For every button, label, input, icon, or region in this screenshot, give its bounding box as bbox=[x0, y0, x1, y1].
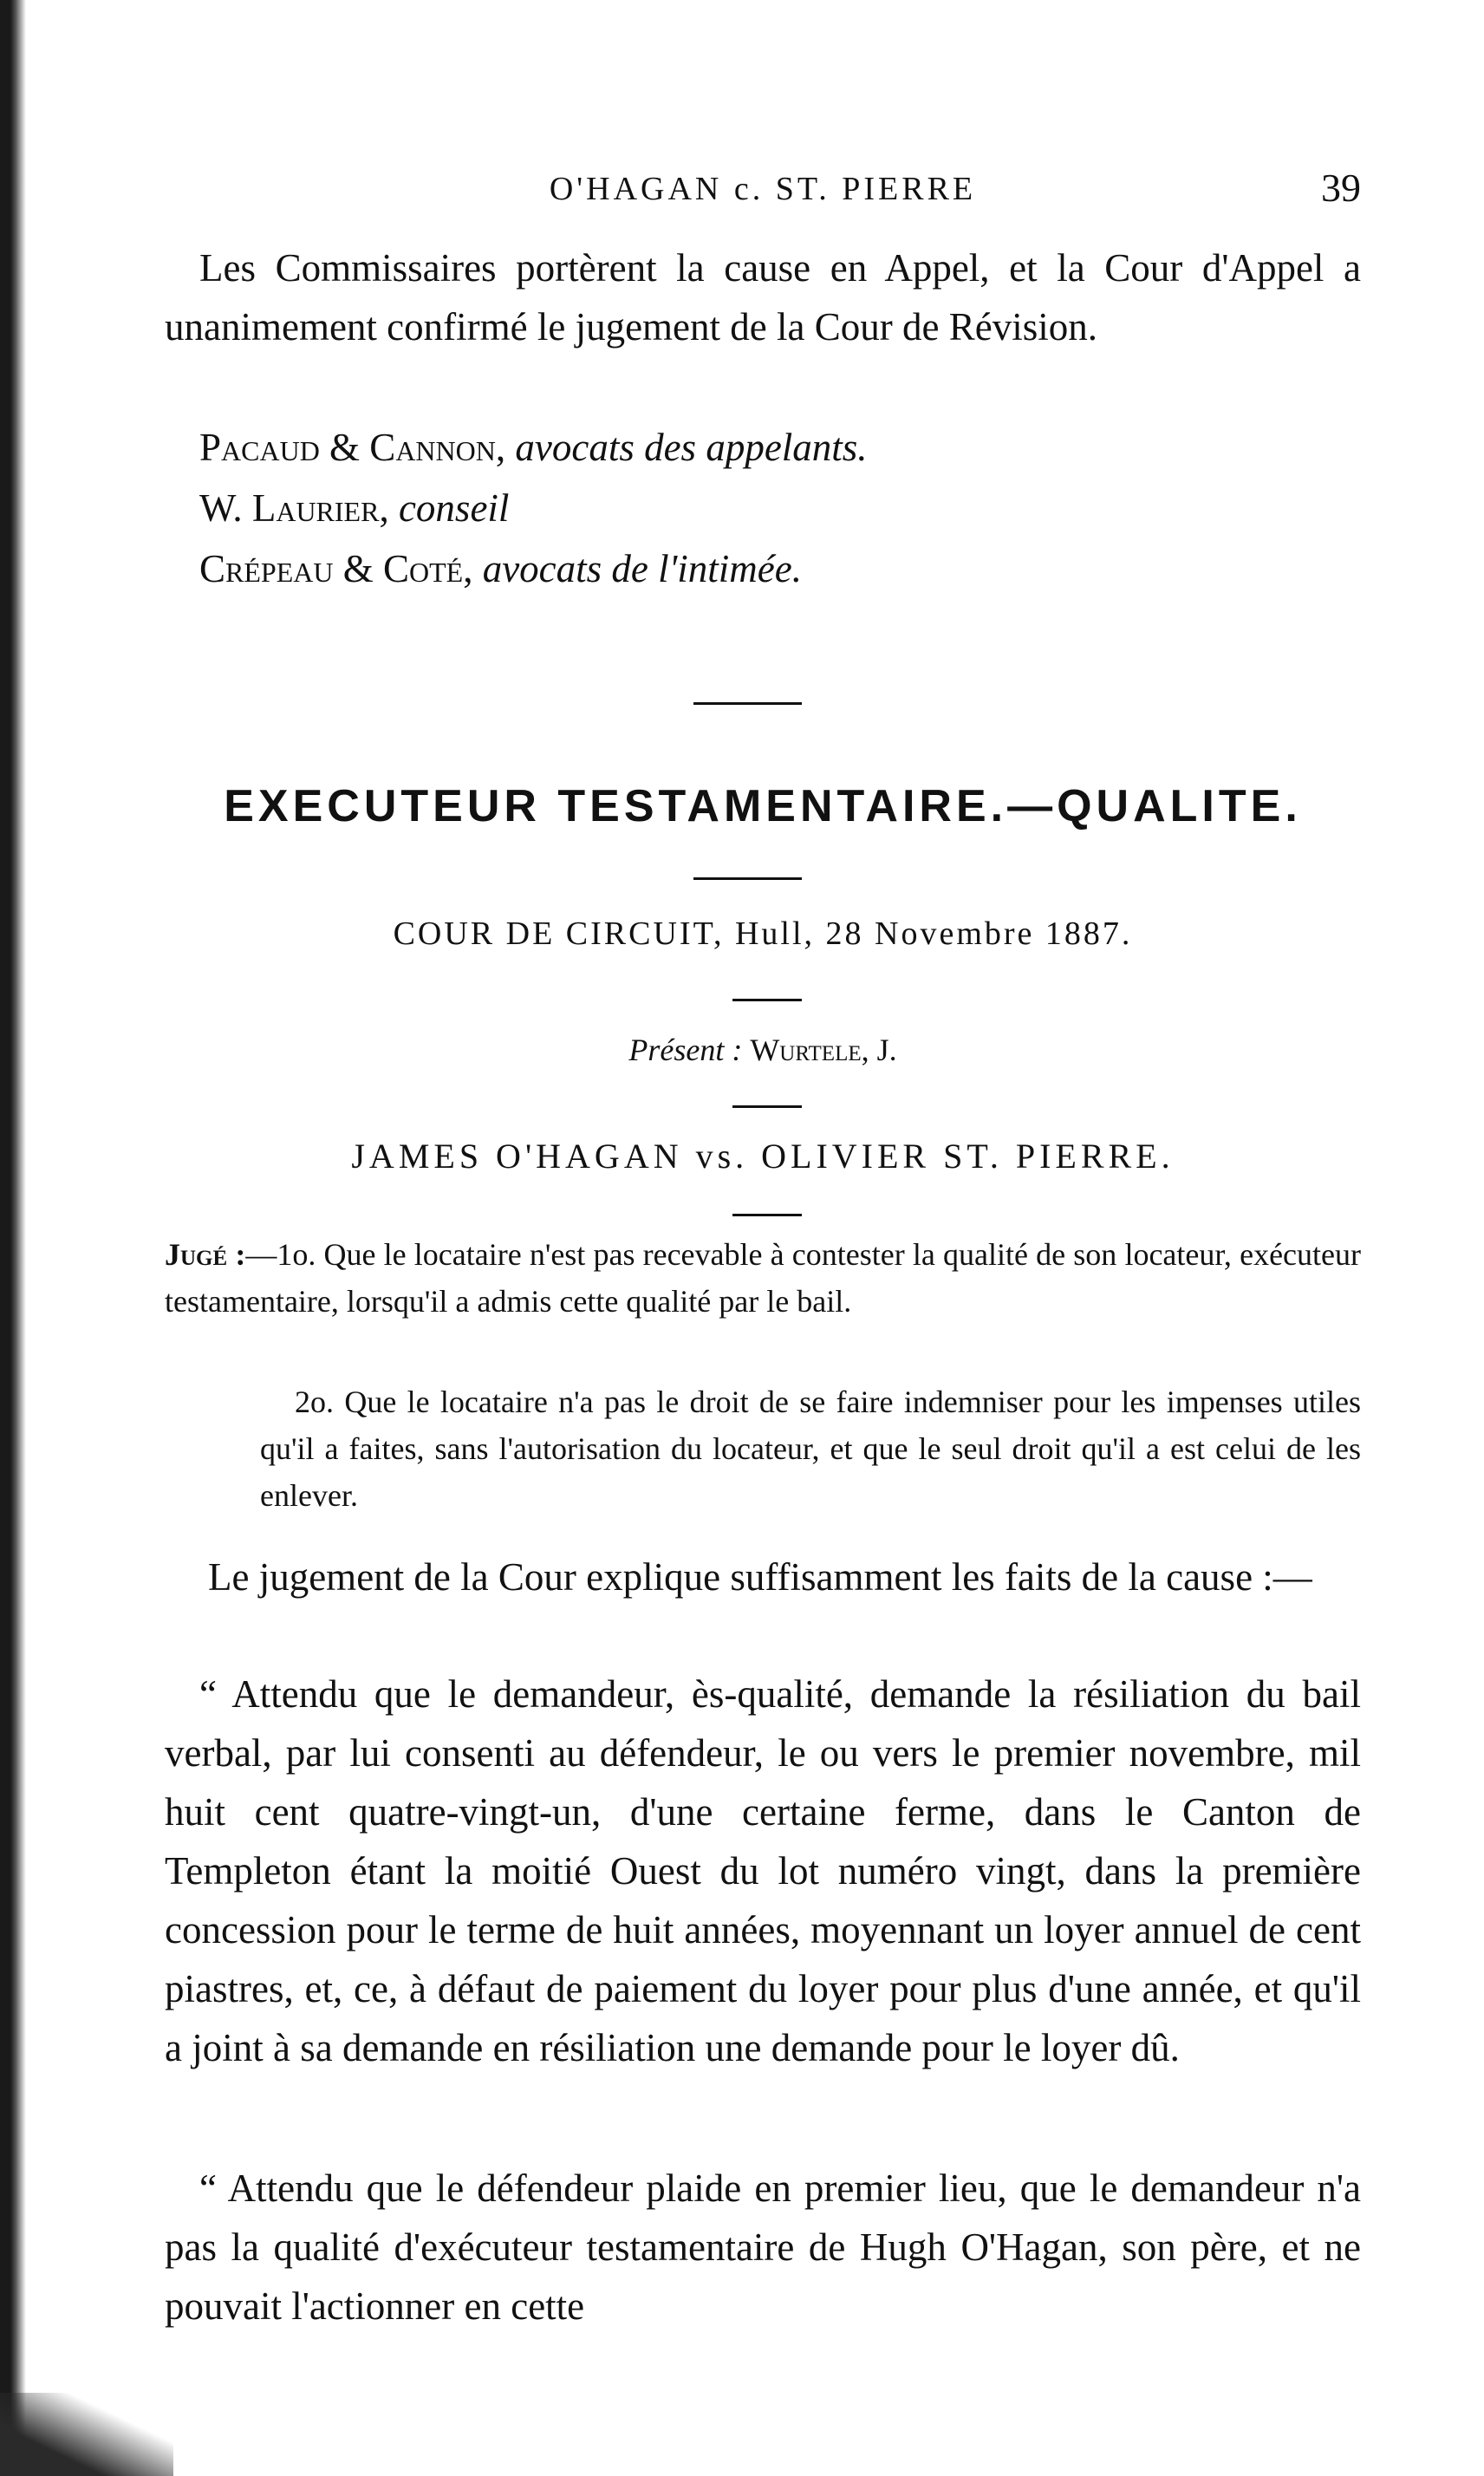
body-paragraph: “ Attendu que le défendeur plaide en premier lieu, que le demandeur n'a pas la qualité d'exécuteur testamentaire de Hugh O'Hagan, son père, et ne pouvait l'actionner en cette bbox=[165, 2166, 1361, 2328]
present-label: Présent : bbox=[628, 1033, 743, 1067]
headnote-label: Jugé : bbox=[165, 1237, 246, 1272]
counsel-names: Crépeau & Coté, bbox=[199, 547, 473, 590]
counsel-names: Pacaud & Cannon, bbox=[199, 426, 506, 469]
counsel-names: W. Laurier, bbox=[199, 486, 389, 530]
page-corner-shadow bbox=[0, 2393, 173, 2476]
divider-rule bbox=[732, 1105, 802, 1108]
page-number: 39 bbox=[1321, 166, 1361, 210]
section-divider bbox=[693, 702, 802, 705]
court-line: COUR DE CIRCUIT, Hull, 28 Novembre 1887. bbox=[393, 915, 1133, 952]
body-paragraph: “ Attendu que le demandeur, ès-qualité, demande la résiliation du bail verbal, par lui consenti au défendeur, le ou vers le premier novembre, mil huit cent quatre-vingt-un, d'une certaine ferme, dans le Canton de Templeton étant la moitié Ouest du lot numéro vingt, dans la première concession pour le terme de huit années, moyennant un loyer annuel de cent piastres, et, ce, à défaut de paiement du loyer pour plus d'une année, et qu'il a joint à sa demande en résiliation une demande pour le loyer dû. bbox=[165, 1672, 1361, 2069]
headnote-1 bbox=[165, 1231, 1361, 1325]
running-title: O'HAGAN c. ST. PIERRE bbox=[549, 171, 977, 207]
page-binding-edge bbox=[0, 0, 26, 2476]
divider-rule bbox=[732, 999, 802, 1001]
intro-paragraph: Les Commissaires portèrent la cause en Appel, et la Cour d'Appel a unanimement confirmé le jugement de la Cour de Révision. bbox=[165, 246, 1361, 349]
counsel-role: conseil bbox=[398, 486, 510, 530]
counsel-line-respondent bbox=[199, 546, 802, 591]
counsel-role: avocats des appelants. bbox=[515, 426, 868, 469]
counsel-role: avocats de l'intimée. bbox=[482, 547, 802, 590]
counsel-line-conseil bbox=[199, 485, 509, 531]
headnote-2: 2o. Que le locataire n'a pas le droit de se faire indemniser pour les impenses utiles qu'il a faites, sans l'autorisation du locateur, et que le seul droit qu'il a est celui de les enlever. bbox=[260, 1385, 1361, 1513]
running-header bbox=[165, 165, 1361, 217]
divider-rule bbox=[732, 1214, 802, 1216]
counsel-line-appellants bbox=[199, 425, 868, 470]
divider-rule bbox=[693, 877, 802, 880]
case-title: EXECUTEUR TESTAMENTAIRE.—QUALITE. bbox=[224, 781, 1302, 831]
present-judge: Wurtele, J. bbox=[750, 1033, 897, 1067]
headnote-text: —1o. Que le locataire n'est pas recevable à contester la qualité de son locateur, exécuteur testamentaire, lorsqu'il a admis cette qualité par le bail. bbox=[165, 1237, 1361, 1319]
parties-line: JAMES O'HAGAN vs. OLIVIER ST. PIERRE. bbox=[351, 1137, 1175, 1176]
body-paragraph: Le jugement de la Cour explique suffisamment les faits de la cause :— bbox=[208, 1555, 1312, 1599]
present-line bbox=[165, 1032, 1361, 1068]
